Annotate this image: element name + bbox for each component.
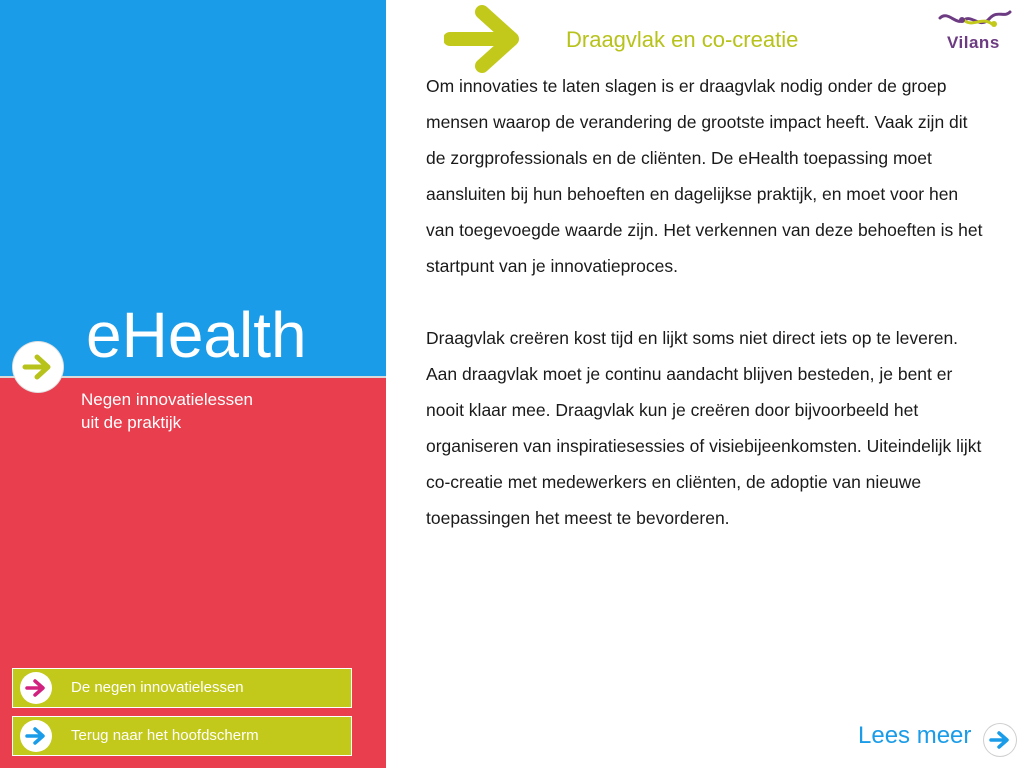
subtitle-line-1: Negen innovatielessen — [81, 390, 254, 409]
nav-button-innovation-lessons[interactable] — [12, 668, 352, 708]
paragraph: Om innovaties te laten slagen is er draagvlak nodig onder de groep mensen waarop de verandering de grootste impact heeft. Vaak zijn dit de zorgprofessionals en de cliënten. De eHealth toepassing moet aansluiten bij hun behoeften en dagelijkse praktijk, en moet voor hen van toegevoegde waarde zijn. Het verkennen van deze behoeften is het startpunt van je innovatieproces. — [426, 76, 983, 276]
sidebar-red-panel — [0, 377, 386, 768]
article-body — [426, 68, 986, 572]
nav-button-home[interactable] — [12, 716, 352, 756]
read-more-link[interactable]: Lees meer — [858, 722, 972, 749]
header-arrow-icon — [444, 4, 526, 74]
title-arrow-icon — [13, 342, 63, 392]
magenta-arrow-icon — [20, 672, 52, 704]
page-title: Draagvlak en co-creatie — [566, 27, 799, 52]
app-title: eHealth — [86, 299, 307, 371]
nav-button-label: De negen innovatielessen — [71, 679, 244, 696]
subtitle — [81, 388, 341, 434]
vilans-logo-text: Vilans — [947, 33, 1000, 52]
blue-arrow-icon — [20, 720, 52, 752]
subtitle-line-2: uit de praktijk — [81, 413, 182, 432]
nav-button-label: Terug naar het hoofdscherm — [71, 727, 259, 744]
paragraph: Draagvlak creëren kost tijd en lijkt soms niet direct iets op te leveren. Aan draagvlak moet je continu aandacht blijven besteden, je bent er nooit klaar mee. Draagvlak kun je creëren door bijvoorbeeld het organiseren van inspiratiesessies of visiebijeenkomsten. Uiteindelijk lijkt co-creatie met medewerkers en cliënten, de adoptie van nieuwe toepassingen het meest te bevorderen. — [426, 328, 982, 528]
read-more-arrow-icon[interactable] — [984, 724, 1016, 756]
